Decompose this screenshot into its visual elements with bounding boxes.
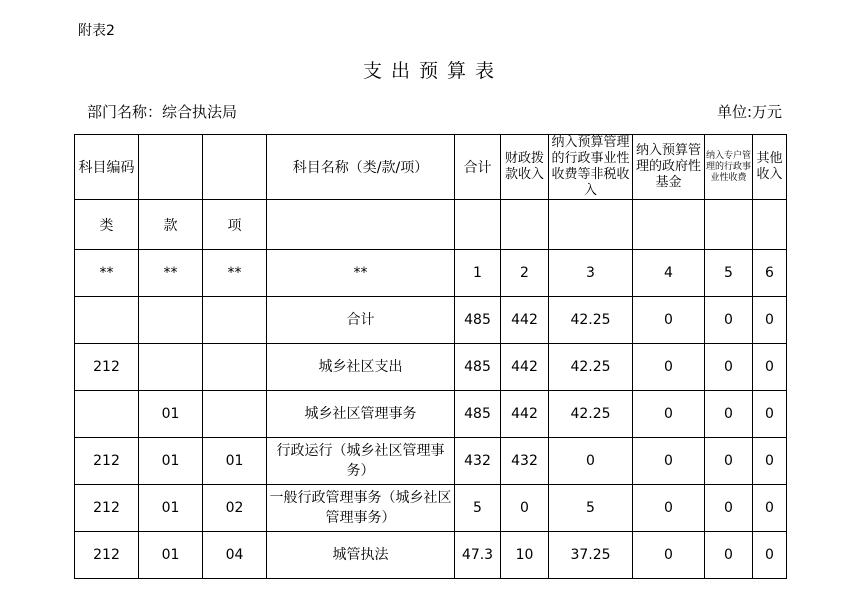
cell-other: 0: [753, 485, 787, 532]
cell-fiscal: 10: [501, 532, 549, 579]
header-xiang: 项: [203, 200, 267, 250]
index-cell: **: [203, 250, 267, 297]
cell-fiscal: 442: [501, 297, 549, 344]
cell-other: 0: [753, 438, 787, 485]
cell-kuan: [139, 344, 203, 391]
cell-name: 行政运行（城乡社区管理事务）: [267, 438, 455, 485]
cell-kuan: 01: [139, 391, 203, 438]
subheader-row: [75, 200, 787, 250]
cell-total: 432: [455, 438, 501, 485]
index-cell: 6: [753, 250, 787, 297]
cell-lei: [75, 391, 139, 438]
cell-xiang: 04: [203, 532, 267, 579]
cell-gov-fund: 0: [633, 391, 705, 438]
index-cell: **: [75, 250, 139, 297]
cell-admin-fee: 5: [549, 485, 633, 532]
cell-gov-fund: 0: [633, 297, 705, 344]
header-admin-fee: 纳入预算管理的行政事业性收费等非税收入: [549, 135, 633, 200]
cell-admin-fee: 42.25: [549, 297, 633, 344]
cell-xiang: 02: [203, 485, 267, 532]
cell-special-account: 0: [705, 344, 753, 391]
cell-lei: 212: [75, 438, 139, 485]
cell-special-account: 0: [705, 485, 753, 532]
cell-lei: 212: [75, 532, 139, 579]
cell-other: 0: [753, 391, 787, 438]
cell-gov-fund: 0: [633, 532, 705, 579]
cell-admin-fee: 37.25: [549, 532, 633, 579]
cell-name: 城乡社区支出: [267, 344, 455, 391]
page-title: 支出预算表: [362, 60, 503, 82]
cell-kuan: 01: [139, 485, 203, 532]
cell-admin-fee: 42.25: [549, 391, 633, 438]
cell-name: 城乡社区管理事务: [267, 391, 455, 438]
cell-lei: 212: [75, 344, 139, 391]
cell-special-account: 0: [705, 297, 753, 344]
cell-gov-fund: 0: [633, 485, 705, 532]
table-row: [75, 297, 787, 344]
header-total: 合计: [455, 135, 501, 200]
index-cell: 4: [633, 250, 705, 297]
cell-other: 0: [753, 344, 787, 391]
header-other: 其他收入: [753, 135, 787, 200]
cell-lei: [75, 297, 139, 344]
cell-special-account: 0: [705, 391, 753, 438]
cell-total: 485: [455, 344, 501, 391]
cell-fiscal: 432: [501, 438, 549, 485]
cell-other: 0: [753, 532, 787, 579]
cell-total: 485: [455, 391, 501, 438]
cell-total: 5: [455, 485, 501, 532]
cell-xiang: [203, 391, 267, 438]
header-code: 科目编码: [75, 135, 139, 200]
index-cell: **: [267, 250, 455, 297]
cell-special-account: 0: [705, 438, 753, 485]
cell-lei: 212: [75, 485, 139, 532]
index-row: [75, 250, 787, 297]
table-row: [75, 344, 787, 391]
cell-fiscal: 442: [501, 344, 549, 391]
table-row: [75, 532, 787, 579]
cell-name: 城管执法: [267, 532, 455, 579]
budget-table: [74, 134, 787, 579]
header-special-account: 纳入专户管理的行政事业性收费: [705, 135, 753, 200]
cell-fiscal: 442: [501, 391, 549, 438]
header-kuan: 款: [139, 200, 203, 250]
cell-total: 485: [455, 297, 501, 344]
index-cell: 1: [455, 250, 501, 297]
index-cell: 3: [549, 250, 633, 297]
header-gov-fund: 纳入预算管理的政府性基金: [633, 135, 705, 200]
header-name: 科目名称（类/款/项）: [267, 135, 455, 200]
index-cell: 2: [501, 250, 549, 297]
cell-name: 一般行政管理事务（城乡社区管理事务）: [267, 485, 455, 532]
header-fiscal: 财政拨款收入: [501, 135, 549, 200]
index-cell: **: [139, 250, 203, 297]
index-cell: 5: [705, 250, 753, 297]
cell-other: 0: [753, 297, 787, 344]
cell-kuan: 01: [139, 438, 203, 485]
cell-special-account: 0: [705, 532, 753, 579]
cell-xiang: 01: [203, 438, 267, 485]
cell-gov-fund: 0: [633, 438, 705, 485]
header-lei: 类: [75, 200, 139, 250]
cell-admin-fee: 42.25: [549, 344, 633, 391]
table-row: [75, 485, 787, 532]
cell-total: 47.3: [455, 532, 501, 579]
department-label: 部门名称：综合执法局: [87, 103, 238, 121]
header-row: [75, 135, 787, 200]
cell-kuan: [139, 297, 203, 344]
unit-label: 单位:万元: [716, 103, 782, 121]
table-row: [75, 391, 787, 438]
annex-label: 附表2: [78, 23, 115, 39]
cell-xiang: [203, 344, 267, 391]
cell-admin-fee: 0: [549, 438, 633, 485]
cell-name: 合计: [267, 297, 455, 344]
cell-gov-fund: 0: [633, 344, 705, 391]
cell-fiscal: 0: [501, 485, 549, 532]
table-row: [75, 438, 787, 485]
cell-kuan: 01: [139, 532, 203, 579]
cell-xiang: [203, 297, 267, 344]
